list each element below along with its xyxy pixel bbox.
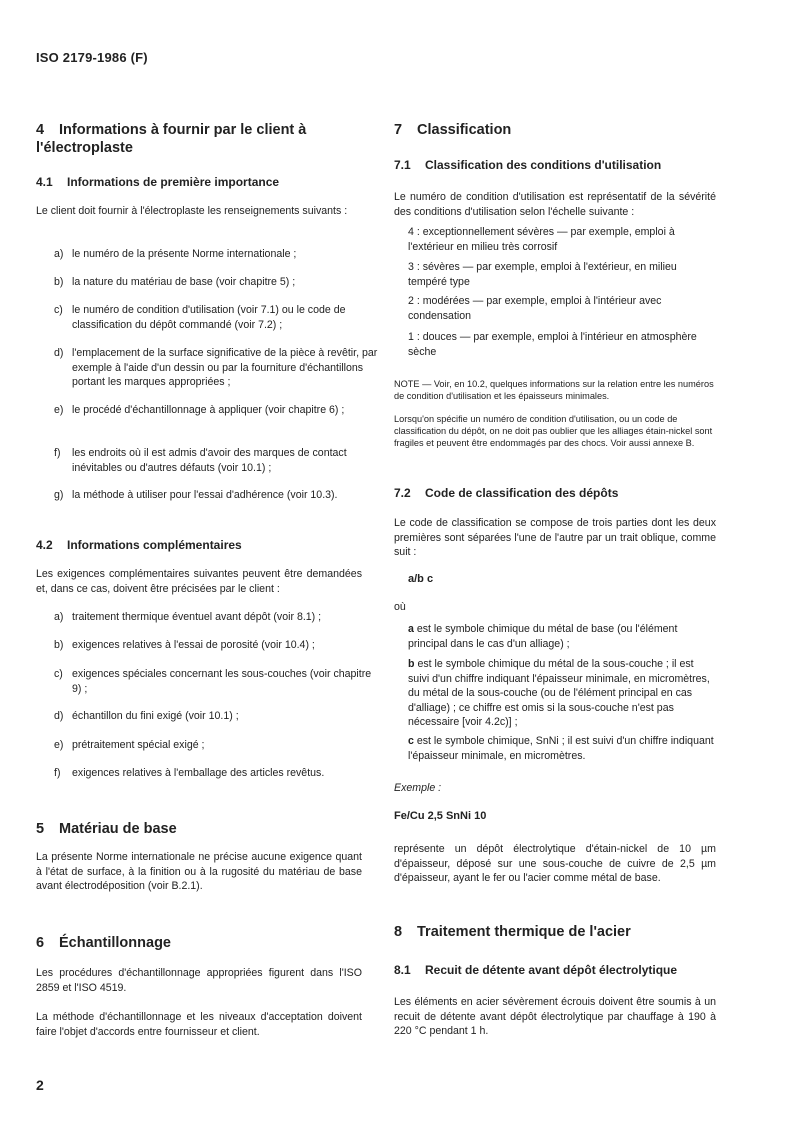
classification-code: a/b c xyxy=(408,573,434,585)
section-4-2-heading: 4.2 Informations complémentaires xyxy=(36,538,242,552)
condition-item: 4 : exceptionnellement sévères — par exemple, emploi à l'extérieur en milieu très corrosif xyxy=(408,226,675,253)
list-item: g) la méthode à utiliser pour l'essai d'adhérence (voir 10.3). xyxy=(54,489,338,501)
section-4-1-heading: 4.1 Informations de première importance xyxy=(36,175,280,189)
page-number: 2 xyxy=(36,1077,44,1093)
list-item: f) exigences relatives à l'emballage des articles revêtus. xyxy=(54,767,325,779)
section-7-2-intro: Le code de classification se compose de trois parties dont les deux premières sont séparées l'une de l'autre par un trait oblique, comme suit : xyxy=(394,517,716,559)
section-8-title: Traitement thermique de l'acier xyxy=(417,924,631,940)
section-6-p2: La méthode d'échantillonnage et les niveaux d'acceptation doivent faire l'objet d'accords entre fournisseur et client. xyxy=(36,1011,362,1038)
list-item: b) la nature du matériau de base (voir chapitre 5) ; xyxy=(54,276,296,288)
note-2: Lorsqu'on spécifie un numéro de condition d'utilisation, ou un code de classification du dépôt, on ne doit pas oublier que les alliages étain-nickel sont fragiles et peuvent être endommagés par des chocs. Voir aussi annexe B. xyxy=(394,414,713,449)
section-8-1-heading: 8.1 Recuit de détente avant dépôt électrolytique xyxy=(394,963,678,977)
section-7-2-title: Code de classification des dépôts xyxy=(425,486,619,500)
example-code: Fe/Cu 2,5 SnNi 10 xyxy=(394,810,487,822)
condition-item: 2 : modérées — par exemple, emploi à l'intérieur avec condensation xyxy=(408,295,662,322)
list-item: f) les endroits où il est admis d'avoir des marques de contact inévitables ou d'autres défauts (voir 10.1) ; xyxy=(54,447,347,474)
list-item: e) le procédé d'échantillonnage à appliquer (voir chapitre 6) ; xyxy=(54,404,345,416)
section-7-1-intro: Le numéro de condition d'utilisation est représentatif de la sévérité des conditions d'utilisation selon l'échelle suivante : xyxy=(394,191,716,218)
section-5-title: Matériau de base xyxy=(59,821,177,837)
section-4-2-title: Informations complémentaires xyxy=(67,538,242,552)
section-6-title: Échantillonnage xyxy=(59,935,171,951)
section-8-1-text: Les éléments en acier sévèrement écrouis doivent être soumis à un recuit de détente avant dépôt électrolytique par chauffage à 190 à 220 °C pendant 1 h. xyxy=(394,996,716,1038)
list-item: a) le numéro de la présente Norme internationale ; xyxy=(54,248,297,260)
list-item: d) l'emplacement de la surface significative de la pièce à revêtir, par exemple à l'aide d'un dessin ou par la fourniture d'échantillons portant les marques appropriées ; xyxy=(54,347,378,389)
section-4-heading: 4 Informations à fournir par le client à l'électroplaste xyxy=(36,122,307,156)
condition-item: 1 : douces — par exemple, emploi à l'intérieur en atmosphère sèche xyxy=(408,331,697,358)
section-7-title: Classification xyxy=(417,122,512,138)
code-def-c: c est le symbole chimique, SnNi ; il est suivi d'un chiffre indiquant l'épaisseur minimale, en micromètres. xyxy=(408,735,714,762)
section-4-1-intro: Le client doit fournir à l'électroplaste les renseignements suivants : xyxy=(36,205,348,217)
list-item: e) prétraitement spécial exigé ; xyxy=(54,739,205,751)
document-header: ISO 2179-1986 (F) xyxy=(36,50,148,65)
section-6-p1: Les procédures d'échantillonnage appropriées figurent dans l'ISO 2859 et l'ISO 4519. xyxy=(36,967,362,994)
code-def-b: b est le symbole chimique du métal de la sous-couche ; il est suivi d'un chiffre indiquant l'épaisseur minimale, en micromètres, du métal de la sous-couche (ou de l'élément principal en cas d'alliage) ; ce chiffre est omis si la sous-couche n'est pas nécessaire [voir 4.2c)] ; xyxy=(408,658,710,729)
section-8-heading: 8 Traitement thermique de l'acier xyxy=(394,924,631,940)
section-7-heading: 7 Classification xyxy=(394,122,512,138)
list-item: d) échantillon du fini exigé (voir 10.1) ; xyxy=(54,710,239,722)
list-item: a) traitement thermique éventuel avant dépôt (voir 8.1) ; xyxy=(54,611,322,623)
list-item: c) exigences spéciales concernant les sous-couches (voir chapitre 9) ; xyxy=(54,668,372,695)
section-4-title: Informations à fournir par le client à l'électroplaste xyxy=(36,122,307,156)
section-7-1-title: Classification des conditions d'utilisation xyxy=(425,158,662,172)
section-5-text: La présente Norme internationale ne précise aucune exigence quant à l'état de surface, à la finition ou à la rugosité du matériau de base avant électrodéposition (voir B.2.1). xyxy=(36,851,362,893)
section-4-2-intro: Les exigences complémentaires suivantes peuvent être demandées et, dans ce cas, doivent être précisées par le client : xyxy=(36,568,362,595)
section-7-2-heading: 7.2 Code de classification des dépôts xyxy=(394,486,619,500)
condition-item: 3 : sévères — par exemple, emploi à l'extérieur, en milieu tempéré type xyxy=(408,261,677,288)
section-6-heading: 6 Échantillonnage xyxy=(36,935,171,951)
example-label: Exemple : xyxy=(394,782,442,794)
section-7-1-heading: 7.1 Classification des conditions d'utilisation xyxy=(394,158,662,172)
example-text: représente un dépôt électrolytique d'étain-nickel de 10 µm d'épaisseur, déposé sur une sous-couche de cuivre de 2,5 µm d'épaisseur, ayant le fer ou l'acier comme métal de base. xyxy=(394,843,716,885)
ou-label: où xyxy=(394,601,406,613)
code-def-a: a est le symbole chimique du métal de base (ou l'élément principal dans le cas d'un alliage) ; xyxy=(408,623,678,650)
section-8-1-title: Recuit de détente avant dépôt électrolytique xyxy=(425,963,678,977)
list-item: c) le numéro de condition d'utilisation (voir 7.1) ou le code de classification du dépôt commandé (voir 7.2) ; xyxy=(54,304,346,331)
section-5-heading: 5 Matériau de base xyxy=(36,821,177,837)
note-1: NOTE — Voir, en 10.2, quelques informations sur la relation entre les numéros de condition d'utilisation et les épaisseurs minimales. xyxy=(394,379,714,402)
list-item: b) exigences relatives à l'essai de porosité (voir 10.4) ; xyxy=(54,639,315,651)
section-4-1-title: Informations de première importance xyxy=(67,175,280,189)
